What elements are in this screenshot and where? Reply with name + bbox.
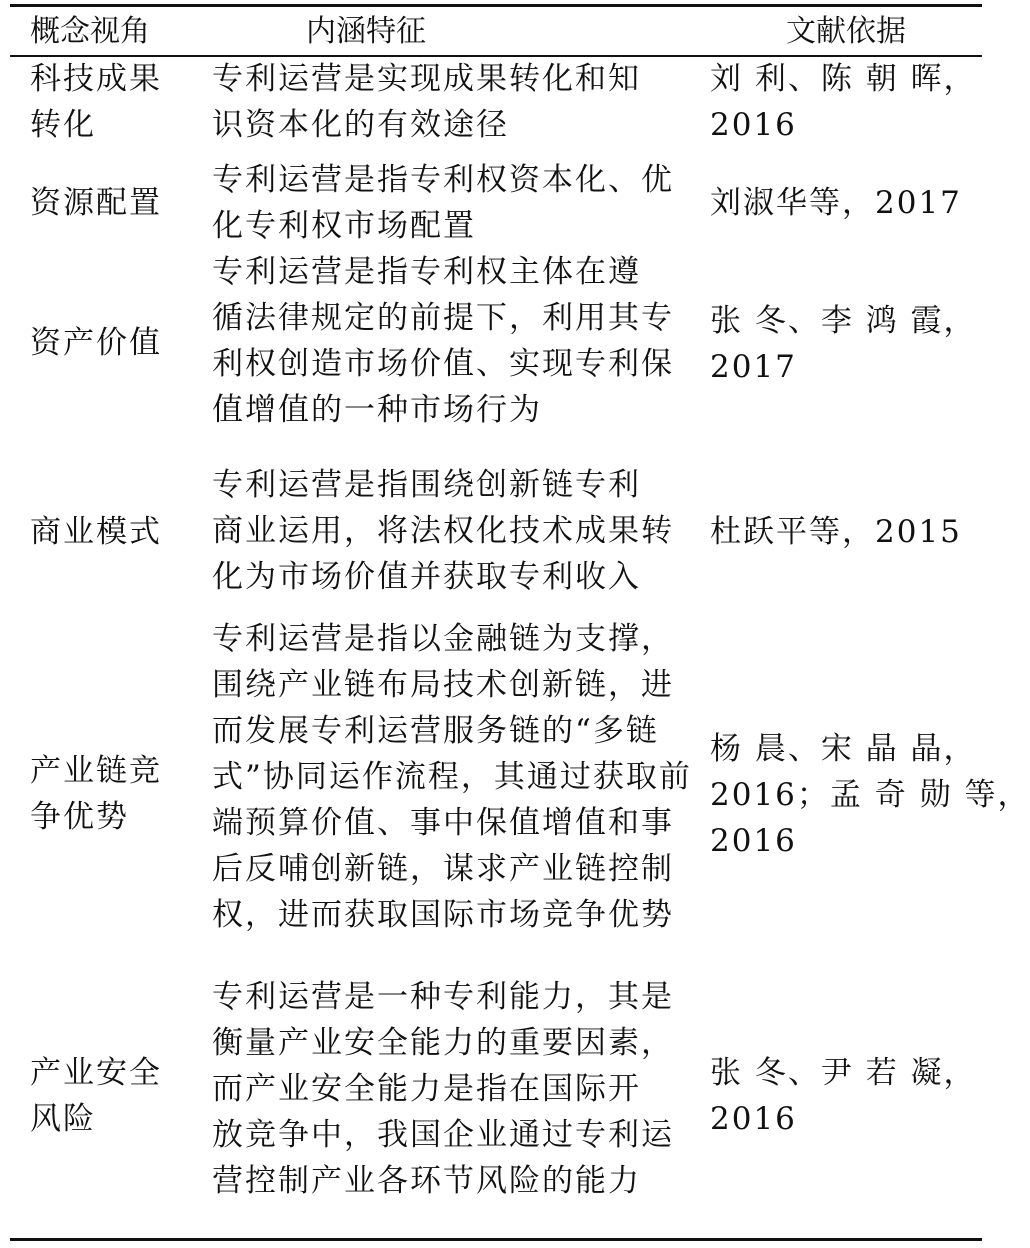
perspective-cell: 产业安全 风险 (30, 1055, 162, 1137)
reference-cell: 张 冬、尹 若 凝， 2016 (710, 1055, 977, 1137)
connotation-cell: 专利运营是指专利权资本化、优 化专利权市场配置 (212, 162, 674, 244)
reference-cell: 杜跃平等，2015 (710, 514, 962, 550)
header-connotation: 内涵特征 (306, 14, 426, 49)
perspective-cell: 科技成果 转化 (30, 61, 162, 143)
connotation-cell: 专利运营是指以金融链为支撑， 围绕产业链布局技术创新链，进 而发展专利运营服务链的“多链 式”协同运作流程，其通过获取前 端预算价值、事中保值增值和事 后反哺创新链，谋求产业链控制 权，进而获取国际市场竞争优势 (212, 621, 692, 933)
perspective-cell: 产业链竞 争优势 (30, 753, 162, 835)
connotation-cell: 专利运营是实现成果转化和知 识资本化的有效途径 (212, 61, 641, 143)
connotation-cell: 专利运营是一种专利能力，其是 衡量产业安全能力的重要因素， 而产业安全能力是指在国际开 放竞争中，我国企业通过专利运 营控制产业各环节风险的能力 (212, 979, 674, 1199)
reference-cell: 杨 晨、宋 晶 晶， 2016；孟 奇 勋 等， 2016 (710, 731, 1030, 859)
reference-cell: 刘淑华等，2017 (710, 185, 962, 221)
perspective-cell: 商业模式 (30, 514, 162, 550)
reference-cell: 张 冬、李 鸿 霞， 2017 (710, 303, 977, 385)
perspective-cell: 资源配置 (30, 185, 162, 221)
connotation-cell: 专利运营是指专利权主体在遵 循法律规定的前提下，利用其专 利权创造市场价值、实现专利保 值增值的一种市场行为 (212, 254, 674, 428)
header-reference: 文献依据 (786, 14, 906, 49)
connotation-cell: 专利运营是指围绕创新链专利 商业运用，将法权化技术成果转 化为市场价值并获取专利收入 (212, 467, 674, 595)
table-top-rule (10, 4, 982, 7)
reference-cell: 刘 利、陈 朝 晖， 2016 (710, 61, 977, 143)
header-perspective: 概念视角 (30, 14, 150, 49)
perspective-cell: 资产价值 (30, 325, 162, 361)
table-bottom-rule (10, 1238, 982, 1241)
